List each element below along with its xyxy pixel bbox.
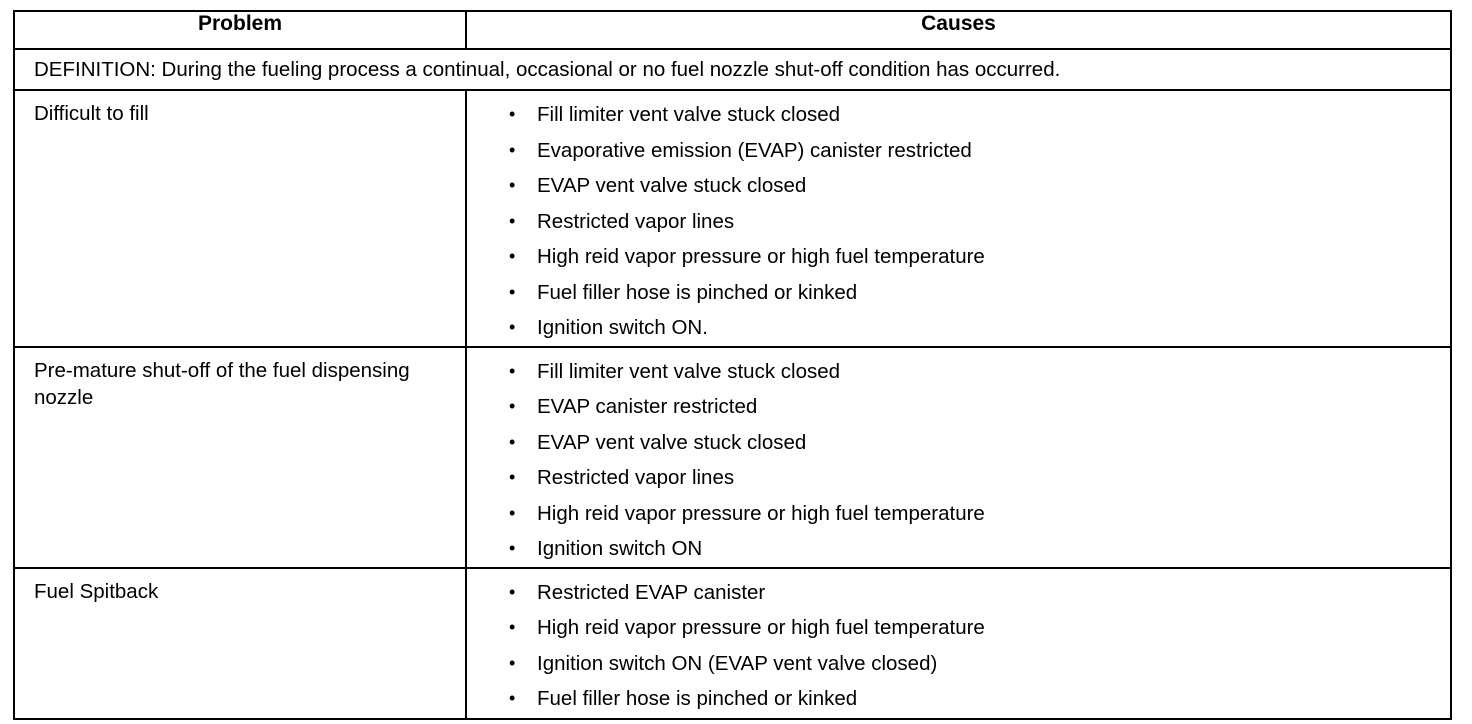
cause-text: Ignition switch ON [537, 537, 703, 560]
cause-item [507, 168, 1450, 204]
cause-text: Fuel filler hose is pinched or kinked [537, 687, 858, 710]
cause-item [507, 310, 1450, 346]
bullet-icon: • [509, 688, 516, 708]
header-problem: Problem [14, 11, 466, 49]
table-row [14, 347, 1451, 568]
header-causes: Causes [466, 11, 1451, 49]
causes-cell [466, 568, 1451, 719]
cause-text: Ignition switch ON (EVAP vent valve closed) [537, 651, 938, 675]
cause-item [507, 239, 1450, 275]
cause-text: Evaporative emission (EVAP) canister restricted [537, 138, 972, 162]
cause-item [507, 425, 1450, 461]
cause-item [507, 354, 1450, 390]
bullet-icon: • [509, 467, 516, 487]
bullet-icon: • [509, 617, 516, 637]
cause-text: Ignition switch ON. [537, 316, 708, 339]
cause-text: Restricted vapor lines [537, 466, 735, 489]
cause-item [507, 460, 1450, 496]
bullet-icon: • [509, 281, 516, 302]
problem-cell: Difficult to fill [14, 90, 466, 347]
cause-text: Fill limiter vent valve stuck closed [537, 359, 841, 383]
cause-text: High reid vapor pressure or high fuel temperature [537, 501, 985, 525]
cause-item [507, 646, 1450, 682]
cause-item [507, 204, 1450, 240]
bullet-icon: • [509, 502, 516, 523]
cause-text: Fill limiter vent valve stuck closed [537, 103, 841, 126]
table-header-row [14, 11, 1451, 49]
causes-cell [466, 347, 1451, 568]
bullet-icon: • [509, 139, 516, 160]
causes-list [507, 354, 1450, 567]
definition-row [14, 49, 1451, 90]
causes-list [507, 575, 1450, 717]
cause-text: Restricted vapor lines [537, 209, 735, 233]
bullet-icon: • [509, 246, 516, 266]
problem-cell: Fuel Spitback [14, 568, 466, 719]
cause-text: High reid vapor pressure or high fuel temperature [537, 616, 985, 639]
cause-item [507, 531, 1450, 567]
bullet-icon: • [509, 431, 516, 452]
bullet-icon: • [509, 652, 516, 673]
bullet-icon: • [509, 317, 516, 337]
cause-item [507, 575, 1450, 611]
cause-text: Restricted EVAP canister [537, 580, 766, 604]
cause-item [507, 610, 1450, 646]
cause-item [507, 133, 1450, 169]
bullet-icon: • [509, 581, 516, 602]
bullet-icon: • [509, 396, 516, 416]
cause-text: EVAP canister restricted [537, 395, 758, 418]
causes-list [507, 97, 1450, 346]
bullet-icon: • [509, 104, 516, 124]
problem-cell: Pre-mature shut-off of the fuel dispensing nozzle [14, 347, 466, 568]
bullet-icon: • [509, 175, 516, 195]
diagnosis-table [13, 10, 1452, 720]
bullet-icon: • [509, 210, 516, 231]
cause-text: High reid vapor pressure or high fuel temperature [537, 245, 985, 268]
bullet-icon: • [509, 538, 516, 558]
table-row [14, 568, 1451, 719]
bullet-icon: • [509, 360, 516, 381]
cause-item [507, 496, 1450, 532]
cause-text: EVAP vent valve stuck closed [537, 174, 807, 197]
table-row [14, 90, 1451, 347]
causes-cell [466, 90, 1451, 347]
cause-item [507, 389, 1450, 425]
cause-text: Fuel filler hose is pinched or kinked [537, 280, 858, 304]
cause-item [507, 97, 1450, 133]
cause-item [507, 275, 1450, 311]
cause-item [507, 681, 1450, 717]
cause-text: EVAP vent valve stuck closed [537, 430, 807, 454]
definition-text: DEFINITION: During the fueling process a continual, occasional or no fuel nozzle shut-off condition has occurred. [14, 49, 1451, 90]
